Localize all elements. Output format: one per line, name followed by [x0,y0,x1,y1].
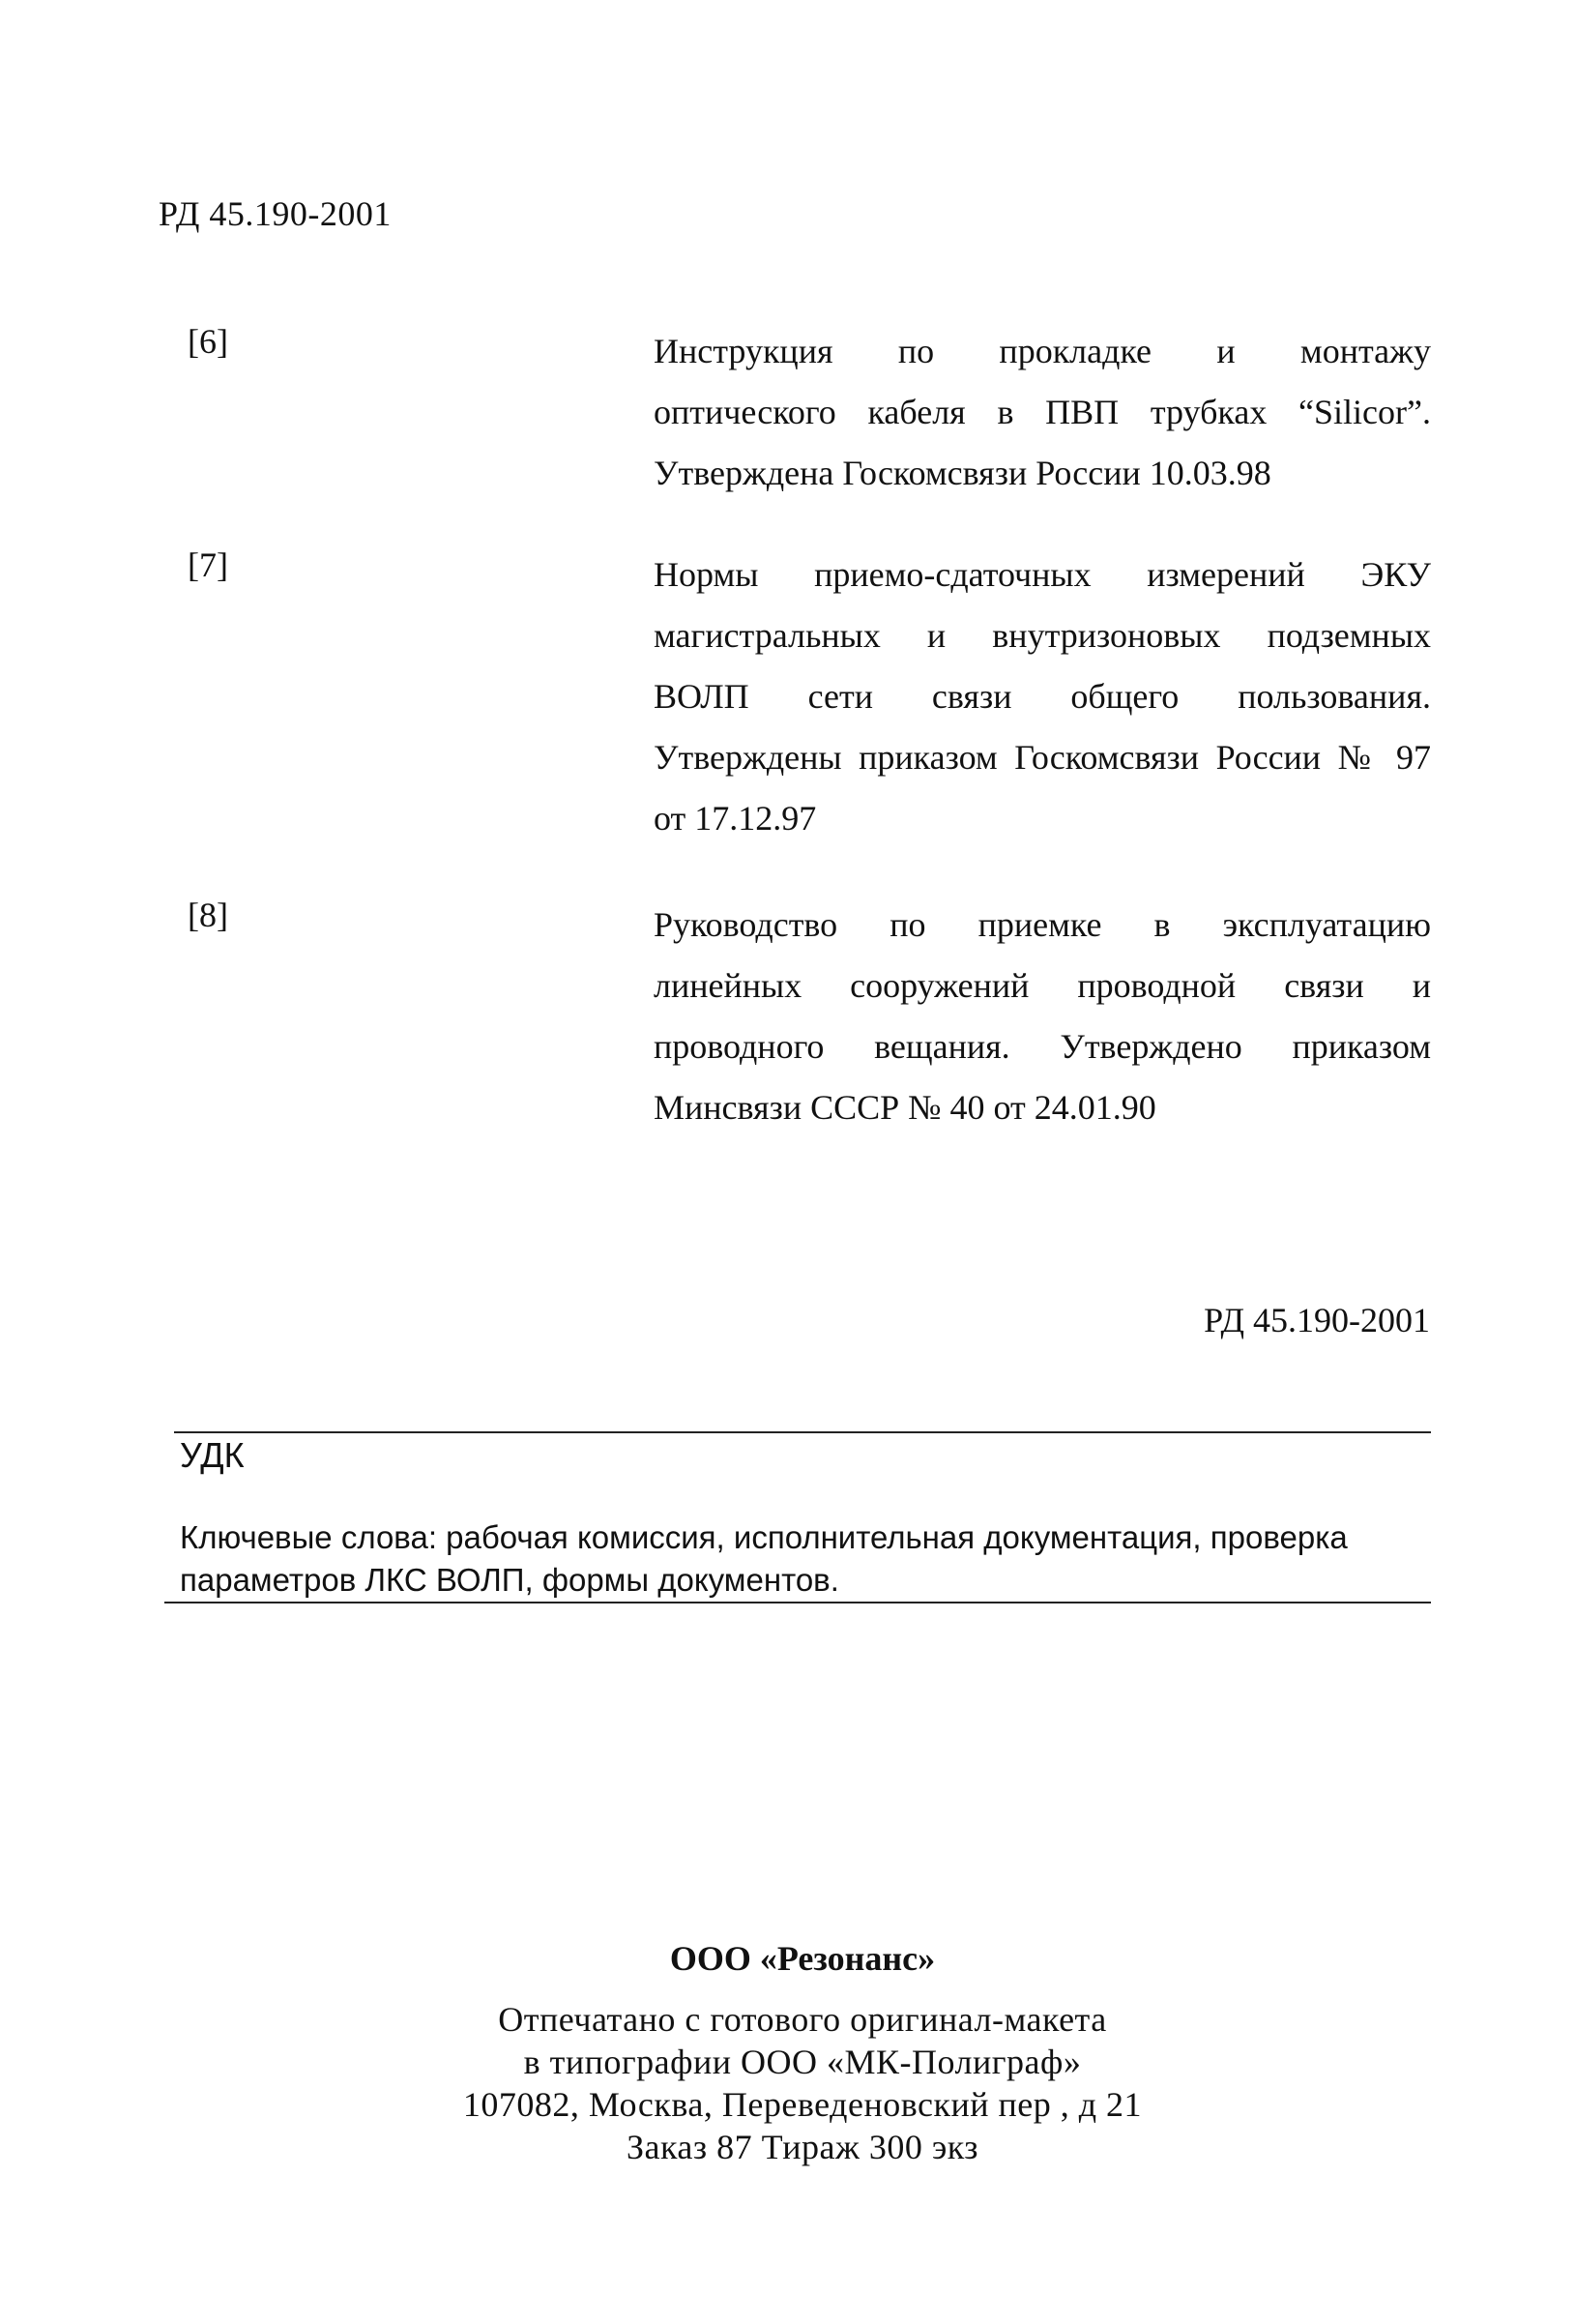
reference-line: Утверждены приказом Госкомсвязи России № 97 [654,738,1431,777]
reference-text [654,321,1431,504]
udk-label: УДК [180,1435,245,1475]
reference-line: Минсвязи СССР № 40 от 24.01.90 [654,1088,1156,1127]
imprint-line: Отпечатано с готового оригинал-макета [498,2000,1107,2039]
reference-line: Инструкция по прокладке и монтажу [654,332,1431,370]
reference-number: [8] [188,896,228,934]
top-divider [174,1431,1431,1433]
keywords-block [180,1516,1437,1602]
keywords-line: параметров ЛКС ВОЛП, формы документов. [180,1562,839,1598]
reference-line: Нормы приемо-сдаточных измерений ЭКУ [654,555,1431,594]
reference-number: [7] [188,545,228,584]
imprint-address: 107082, Москва, Переведеновский пер , д 21 [462,2085,1143,2124]
reference-line: ВОЛП сети связи общего пользования. [654,677,1431,716]
reference-line: Руководство по приемке в эксплуатацию [654,905,1431,944]
footer-document-code: РД 45.190-2001 [1204,1301,1430,1339]
imprint-block [387,1934,1218,2168]
reference-text [654,895,1431,1138]
reference-text [654,544,1431,849]
bottom-divider [164,1602,1431,1603]
reference-line: Утверждена Госкомсвязи России 10.03.98 [654,454,1271,492]
reference-line: линейных сооружений проводной связи и [654,966,1431,1005]
reference-line: магистральных и внутризоновых подземных [654,616,1431,655]
imprint-line: в типографии ООО «МК-Полиграф» [523,2043,1082,2081]
reference-line: проводного вещания. Утверждено приказом [654,1027,1431,1066]
reference-line: оптического кабеля в ПВП трубках “Silicor”. [654,393,1431,431]
keywords-line: Ключевые слова: рабочая комиссия, исполнительная документация, проверка [180,1519,1348,1555]
header-document-code: РД 45.190-2001 [159,194,392,233]
imprint-order: Заказ 87 Тираж 300 экз [626,2128,979,2166]
reference-number: [6] [188,322,228,361]
reference-line: от 17.12.97 [654,799,817,838]
publisher-name: ООО «Резонанс» [669,1939,936,1978]
